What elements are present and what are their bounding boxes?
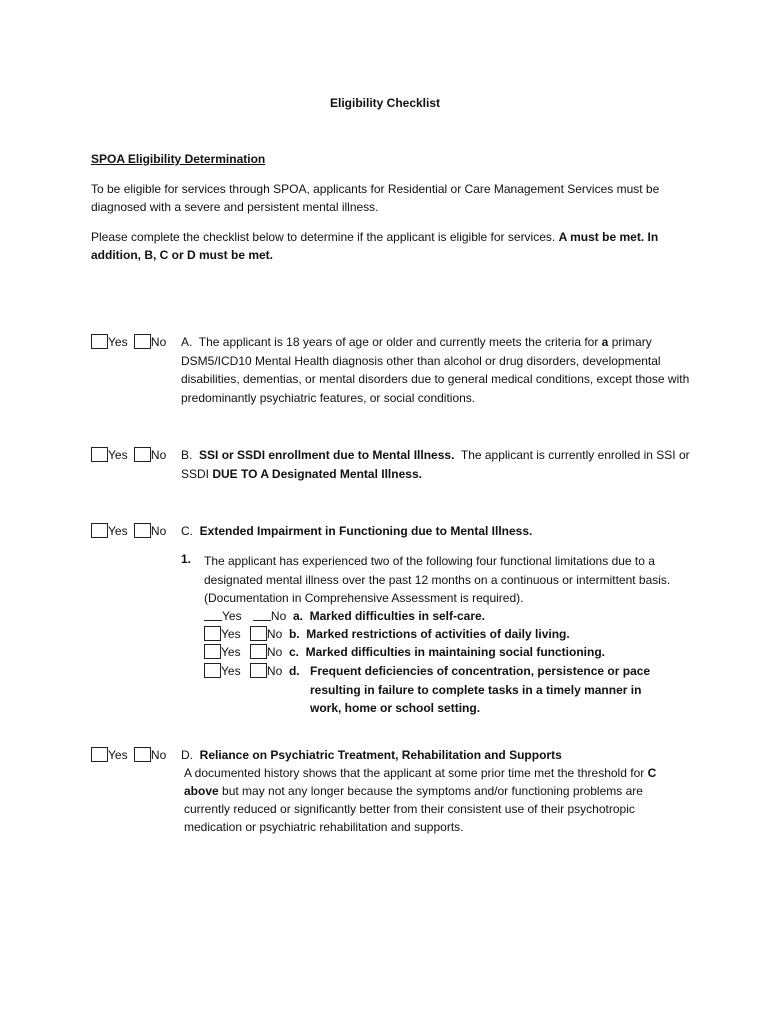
- item-a-body-2: primary DSM5/ICD10 Mental Health diagnosis other than alcohol or drug disorders, developmental disabilities, dementias, or mental disorders due to general medical conditions, except those with predominantly psychiatric features, or social conditions.: [181, 335, 690, 405]
- item-c-yes-checkbox[interactable]: [91, 523, 108, 538]
- item-a-text: [181, 333, 691, 407]
- no-label: No: [270, 609, 287, 623]
- limitation-row-c: [204, 643, 605, 661]
- item-b-letter: B.: [181, 448, 193, 462]
- limitation-b-no-checkbox[interactable]: [250, 626, 267, 641]
- item-d-yes-checkbox[interactable]: [91, 747, 108, 762]
- section-heading: SPOA Eligibility Determination: [91, 152, 266, 166]
- limitation-c-yes-checkbox[interactable]: [204, 644, 221, 659]
- limitation-c-label: c.: [288, 645, 299, 659]
- yes-label: Yes: [221, 664, 241, 678]
- limitation-d-yes-checkbox[interactable]: [204, 663, 221, 678]
- limitation-d-text: Frequent deficiencies of concentration, persistence or pace resulting in failure to complete tasks in a timely manner in work, home or school setting.: [310, 664, 651, 715]
- instructions-paragraph: [91, 228, 691, 264]
- item-c-sub-text: The applicant has experienced two of the following four functional limitations due to a designated mental illness over the past 12 months on a continuous or intermittent basis. (Documentation in Comprehensive Assessment is required).: [204, 554, 671, 605]
- no-label: No: [266, 645, 283, 659]
- yes-label: Yes: [108, 524, 128, 538]
- item-c-letter: C.: [181, 524, 193, 538]
- item-c-options: [91, 522, 166, 540]
- no-label: No: [266, 664, 283, 678]
- limitation-b-label: b.: [288, 627, 300, 641]
- limitation-row-b: [204, 625, 570, 643]
- item-d-body: A documented history shows that the applicant at some prior time met the threshold for: [184, 766, 648, 780]
- yes-label: Yes: [108, 448, 128, 462]
- limitation-row-a: [204, 607, 485, 625]
- instructions-text: Please complete the checklist below to determine if the applicant is eligible for services.: [91, 230, 559, 244]
- item-a-options: [91, 333, 166, 351]
- yes-label: Yes: [221, 645, 241, 659]
- limitation-row-d: [204, 662, 300, 680]
- no-label: No: [150, 335, 167, 349]
- item-b-bold: DUE TO A Designated Mental Illness.: [212, 466, 422, 481]
- item-b-yes-checkbox[interactable]: [91, 447, 108, 462]
- item-d-title: Reliance on Psychiatric Treatment, Rehabilitation and Supports: [199, 748, 562, 762]
- no-label: No: [266, 627, 283, 641]
- item-b-body: The applicant is currently enrolled in SSI or SSDI: [181, 448, 690, 481]
- item-b-heading: SSI or SSDI enrollment due to Mental Illness.: [199, 448, 455, 462]
- yes-label: Yes: [108, 335, 128, 349]
- item-c-sub-number: 1.: [181, 552, 192, 566]
- item-d-heading: [181, 746, 691, 765]
- item-b-text: [181, 446, 691, 483]
- limitation-b-yes-checkbox[interactable]: [204, 626, 221, 641]
- limitation-a-label: a.: [292, 609, 303, 623]
- item-d-options: [91, 746, 166, 764]
- item-d-letter: D.: [181, 748, 193, 762]
- item-c-title: Extended Impairment in Functioning due to Mental Illness.: [199, 524, 533, 538]
- yes-label: Yes: [222, 609, 242, 623]
- item-c-heading: [181, 522, 691, 541]
- document-title: Eligibility Checklist: [329, 96, 441, 110]
- item-a-letter: A.: [181, 335, 193, 349]
- item-c-no-checkbox[interactable]: [134, 523, 151, 538]
- item-d-no-checkbox[interactable]: [134, 747, 151, 762]
- limitation-a-yes-blank[interactable]: [204, 608, 222, 621]
- limitation-b-text: Marked restrictions of activities of daily living.: [306, 627, 570, 641]
- instructions-requirement: A must be met. In addition, B, C or D must be met.: [91, 230, 659, 262]
- no-label: No: [150, 524, 167, 538]
- yes-label: Yes: [108, 748, 128, 762]
- limitation-c-text: Marked difficulties in maintaining social functioning.: [305, 645, 605, 659]
- limitation-d-no-checkbox[interactable]: [250, 663, 267, 678]
- item-a-body: The applicant is 18 years of age or older and currently meets the criteria for: [198, 335, 602, 349]
- yes-label: Yes: [221, 627, 241, 641]
- limitation-a-no-blank[interactable]: [253, 608, 271, 621]
- limitation-c-no-checkbox[interactable]: [250, 644, 267, 659]
- limitation-a-text: Marked difficulties in self-care.: [309, 609, 486, 623]
- no-label: No: [150, 448, 167, 462]
- item-b-no-checkbox[interactable]: [134, 447, 151, 462]
- item-d-text: [184, 764, 689, 836]
- no-label: No: [150, 748, 167, 762]
- item-b-options: [91, 446, 166, 464]
- item-a-bold: a: [601, 335, 609, 349]
- item-d-bold: C above: [184, 766, 657, 798]
- item-d-body-2: but may not any longer because the symptoms and/or functioning problems are currently reduced or significantly better from their consistent use of their psychotropic medication or psychiatric rehabilitation and supports.: [184, 784, 643, 834]
- item-a-no-checkbox[interactable]: [134, 334, 151, 349]
- intro-paragraph: To be eligible for services through SPOA, applicants for Residential or Care Management Services must be diagnosed with a severe and persistent mental illness.: [91, 182, 660, 214]
- limitation-d-label: d.: [288, 664, 300, 678]
- item-a-yes-checkbox[interactable]: [91, 334, 108, 349]
